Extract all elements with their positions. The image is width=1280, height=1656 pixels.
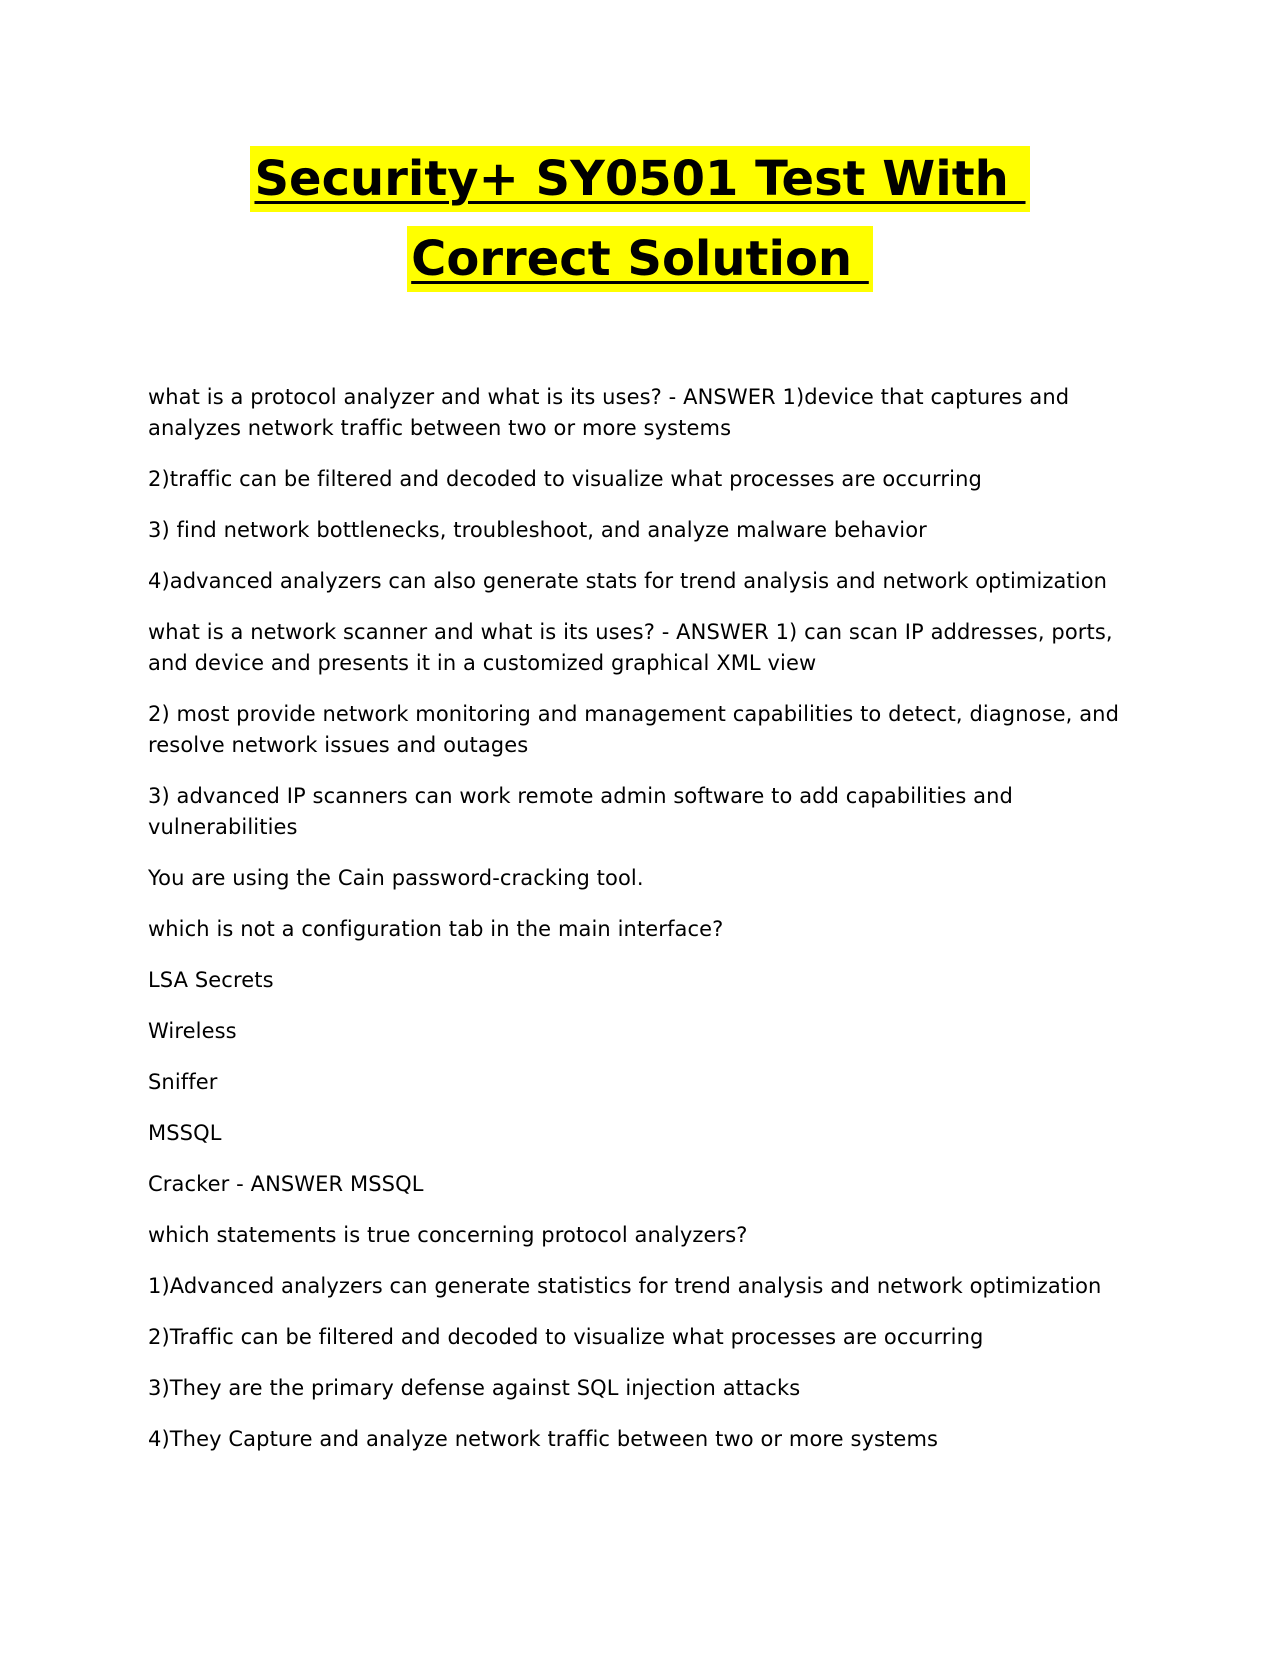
paragraph: MSSQL xyxy=(148,1121,222,1145)
paragraph: You are using the Cain password-cracking tool. xyxy=(148,866,644,890)
document-title xyxy=(0,146,1280,292)
paragraph: 2)Traffic can be filtered and decoded to visualize what processes are occurring xyxy=(148,1325,984,1349)
document-body xyxy=(148,382,1128,1475)
paragraph: which is not a configuration tab in the main interface? xyxy=(148,917,724,941)
paragraph: 2) most provide network monitoring and management capabilities to detect, diagnose, and resolve network issues and outages xyxy=(148,702,1120,757)
title-line-1: Security+ SY0501 Test With xyxy=(250,146,1029,212)
paragraph: what is a network scanner and what is its uses? - ANSWER 1) can scan IP addresses, ports, and device and presents it in a customized graphical XML view xyxy=(148,620,1113,675)
paragraph: Sniffer xyxy=(148,1070,218,1094)
paragraph: Wireless xyxy=(148,1019,237,1043)
paragraph: what is a protocol analyzer and what is its uses? - ANSWER 1)device that captures and analyzes network traffic between two or more systems xyxy=(148,385,1070,440)
paragraph: 4)advanced analyzers can also generate stats for trend analysis and network optimization xyxy=(148,569,1108,593)
paragraph: 3)They are the primary defense against SQL injection attacks xyxy=(148,1376,801,1400)
paragraph: 1)Advanced analyzers can generate statistics for trend analysis and network optimization xyxy=(148,1274,1102,1298)
paragraph: LSA Secrets xyxy=(148,968,274,992)
paragraph: 3) advanced IP scanners can work remote admin software to add capabilities and vulnerabilities xyxy=(148,784,1013,839)
title-line-2: Correct Solution xyxy=(407,226,873,292)
paragraph: 2)traffic can be filtered and decoded to visualize what processes are occurring xyxy=(148,467,982,491)
paragraph: 3) find network bottlenecks, troubleshoot, and analyze malware behavior xyxy=(148,518,927,542)
paragraph: Cracker - ANSWER MSSQL xyxy=(148,1172,424,1196)
paragraph: which statements is true concerning protocol analyzers? xyxy=(148,1223,748,1247)
paragraph: 4)They Capture and analyze network traffic between two or more systems xyxy=(148,1427,939,1451)
